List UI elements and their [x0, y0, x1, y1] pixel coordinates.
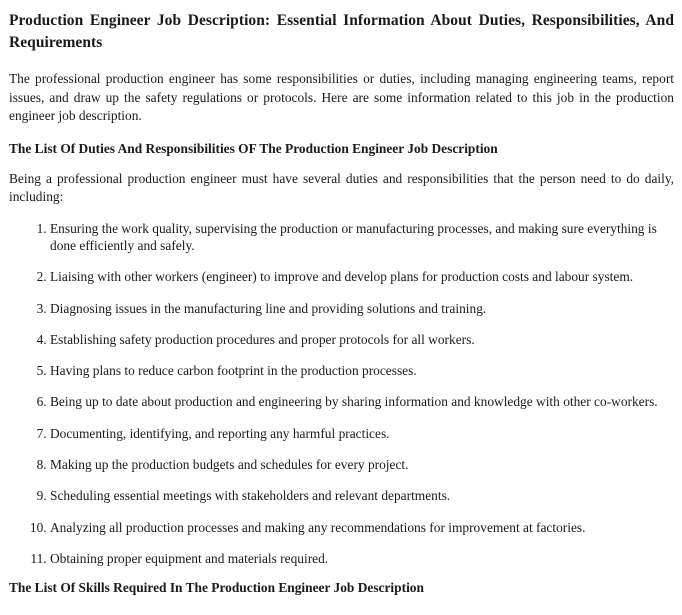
skills-heading: The List Of Skills Required In The Production Engineer Job Description [9, 580, 424, 596]
list-item: 3. Diagnosing issues in the manufacturing line and providing solutions and training. [50, 300, 674, 318]
list-item: 9. Scheduling essential meetings with stakeholders and relevant departments. [50, 487, 674, 505]
list-item: 10. Analyzing all production processes and making any recommendations for improvement at factories. [50, 519, 674, 537]
article-title: Production Engineer Job Description: Essential Information About Duties, Responsibilities, And Requirements [9, 12, 674, 51]
list-item: 7. Documenting, identifying, and reporting any harmful practices. [50, 425, 674, 443]
list-item: 1. Ensuring the work quality, supervising the production or manufacturing processes, and making sure everything is done efficiently and safely. [50, 220, 674, 255]
list-item: 2. Liaising with other workers (engineer) to improve and develop plans for production costs and labour system. [50, 268, 674, 286]
list-item: 8. Making up the production budgets and schedules for every project. [50, 456, 674, 474]
list-item: 6. Being up to date about production and engineering by sharing information and knowledge with other co-workers. [50, 393, 674, 411]
list-item: 11. Obtaining proper equipment and materials required. [50, 550, 674, 568]
list-item: 5. Having plans to reduce carbon footprint in the production processes. [50, 362, 674, 380]
duties-lead-paragraph: Being a professional production engineer must have several duties and responsibilities that the person need to do daily, including: [9, 170, 674, 204]
list-item: 4. Establishing safety production procedures and proper protocols for all workers. [50, 331, 674, 349]
duties-list [9, 220, 674, 568]
duties-heading: The List Of Duties And Responsibilities OF The Production Engineer Job Description [9, 140, 498, 156]
intro-paragraph: The professional production engineer has some responsibilities or duties, including managing engineering teams, report issues, and draw up the safety regulations or protocols. Here are some information related to this job in the production engineer job description. [9, 71, 674, 123]
